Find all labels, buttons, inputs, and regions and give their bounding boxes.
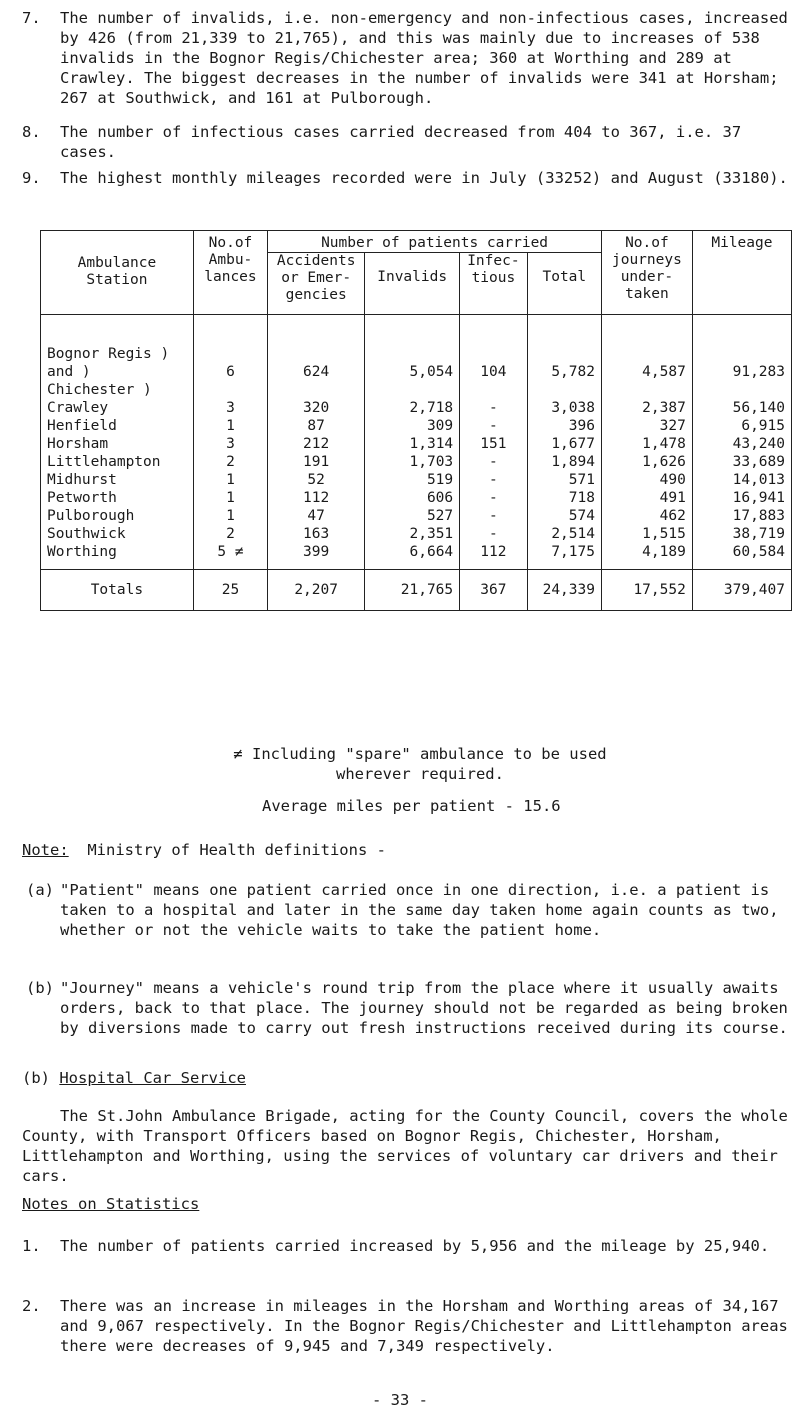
cell-infectious: 104: [460, 315, 528, 400]
cell-journeys: 1,626: [601, 453, 692, 471]
cell-accidents: 52: [268, 471, 365, 489]
cell-mileage: 379,407: [692, 570, 791, 611]
header-ambulances: No.of Ambu- lances: [193, 231, 267, 305]
table-row-bognor: [41, 315, 792, 400]
notes-heading: Notes on Statistics: [22, 1195, 200, 1213]
cell-ambulances: 6: [193, 315, 267, 400]
cell-total: 1,677: [527, 435, 601, 453]
note-number: 2.: [22, 1297, 41, 1315]
cell-station: Crawley: [41, 399, 194, 417]
cell-accidents: 163: [268, 525, 365, 543]
cell-journeys: 1,515: [601, 525, 692, 543]
cell-total: 5,782: [527, 315, 601, 400]
cell-accidents: 212: [268, 435, 365, 453]
cell-accidents: 112: [268, 489, 365, 507]
cell-ambulances: 2: [193, 453, 267, 471]
ambulance-table-wrapper: [40, 230, 792, 611]
cell-accidents: 87: [268, 417, 365, 435]
hospital-car-text: The St.John Ambulance Brigade, acting for the County Council, covers the whole County, with Transport Officers based on Bognor Regis, Chichester, Horsham, Littlehampton and Worthing, using the services of voluntary car drivers and their cars.: [22, 1107, 788, 1185]
cell-journeys: 2,387: [601, 399, 692, 417]
cell-ambulances: 25: [193, 570, 267, 611]
cell-accidents: 47: [268, 507, 365, 525]
cell-invalids: 21,765: [365, 570, 460, 611]
cell-ambulances: 5 ≠: [193, 543, 267, 570]
cell-mileage: 33,689: [692, 453, 791, 471]
section-title: Hospital Car Service: [59, 1069, 246, 1087]
cell-infectious: 367: [460, 570, 528, 611]
cell-mileage: 14,013: [692, 471, 791, 489]
definition-text: "Patient" means one patient carried once in one direction, i.e. a patient is taken to a hospital and later in the same day taken home again counts as two, whether or not the vehicle waits to take the patient home.: [60, 881, 779, 939]
average-miles: Average miles per patient - 15.6: [262, 797, 561, 815]
cell-mileage: 91,283: [692, 315, 791, 400]
cell-journeys: 1,478: [601, 435, 692, 453]
paragraph-number: 9.: [22, 169, 41, 187]
header-accidents: Accidents or Emer- gencies: [268, 253, 365, 305]
cell-invalids: 2,718: [365, 399, 460, 417]
cell-total: 396: [527, 417, 601, 435]
cell-mileage: 56,140: [692, 399, 791, 417]
cell-ambulances: 1: [193, 471, 267, 489]
cell-journeys: 491: [601, 489, 692, 507]
cell-infectious: -: [460, 525, 528, 543]
cell-mileage: 6,915: [692, 417, 791, 435]
cell-total: 1,894: [527, 453, 601, 471]
paragraph-text: The number of infectious cases carried decreased from 404 to 367, i.e. 37 cases.: [60, 123, 742, 161]
paragraph-text: The number of invalids, i.e. non-emergency and non-infectious cases, increased by 426 (from 21,339 to 21,765), and this was mainly due to increases of 538 invalids in the Bognor Regis/Chichester area; 360 at Worthing and 289 at Crawley. The biggest decreases in the number of invalids were 341 at Horsham; 267 at Southwick, and 161 at Pulborough.: [60, 9, 788, 107]
cell-infectious: -: [460, 417, 528, 435]
cell-ambulances: 1: [193, 507, 267, 525]
note-heading: [22, 840, 386, 860]
cell-station: Midhurst: [41, 471, 194, 489]
cell-totals-label: Totals: [41, 570, 194, 611]
hospital-car-heading: [22, 1068, 246, 1088]
cell-invalids: 5,054: [365, 315, 460, 400]
cell-station: Pulborough: [41, 507, 194, 525]
cell-invalids: 1,703: [365, 453, 460, 471]
cell-station: Littlehampton: [41, 453, 194, 471]
cell-infectious: -: [460, 489, 528, 507]
table-row: [41, 489, 792, 507]
cell-invalids: 6,664: [365, 543, 460, 570]
cell-invalids: 1,314: [365, 435, 460, 453]
cell-infectious: 151: [460, 435, 528, 453]
cell-accidents: 624: [268, 315, 365, 400]
cell-infectious: -: [460, 399, 528, 417]
cell-accidents: 2,207: [268, 570, 365, 611]
cell-invalids: 519: [365, 471, 460, 489]
header-journeys: No.of journeys under- taken: [601, 231, 692, 305]
cell-invalids: 2,351: [365, 525, 460, 543]
cell-station: Horsham: [41, 435, 194, 453]
cell-journeys: 4,587: [601, 315, 692, 400]
cell-station: Southwick: [41, 525, 194, 543]
cell-mileage: 16,941: [692, 489, 791, 507]
section-label: (b): [22, 1069, 50, 1087]
cell-ambulances: 1: [193, 417, 267, 435]
table-row: [41, 453, 792, 471]
table-row: [41, 471, 792, 489]
table-row: [41, 525, 792, 543]
header-infectious: Infec- tious: [460, 253, 528, 305]
header-mileage: Mileage: [692, 231, 791, 305]
cell-total: 7,175: [527, 543, 601, 570]
cell-infectious: -: [460, 471, 528, 489]
table-footnote: ≠ Including "spare" ambulance to be used wherever required.: [233, 745, 607, 783]
cell-total: 718: [527, 489, 601, 507]
cell-journeys: 462: [601, 507, 692, 525]
definition-text: "Journey" means a vehicle's round trip from the place where it usually awaits orders, back to that place. The journey should not be regarded as being broken by diversions made to carry out fresh instructions received during its course.: [60, 979, 788, 1037]
header-station: Ambulance Station: [41, 231, 194, 305]
cell-station: Worthing: [41, 543, 194, 570]
cell-accidents: 399: [268, 543, 365, 570]
note-title: Ministry of Health definitions -: [87, 841, 386, 859]
cell-invalids: 606: [365, 489, 460, 507]
cell-mileage: 17,883: [692, 507, 791, 525]
cell-total: 574: [527, 507, 601, 525]
cell-ambulances: 1: [193, 489, 267, 507]
cell-mileage: 38,719: [692, 525, 791, 543]
table-row: [41, 399, 792, 417]
ambulance-statistics-table: [40, 230, 792, 611]
table-row: [41, 507, 792, 525]
note-text: There was an increase in mileages in the Horsham and Worthing areas of 34,167 and 9,067 respectively. In the Bognor Regis/Chichester and Littlehampton areas there were decreases of 9,945 and 7,349 respectively.: [60, 1297, 788, 1355]
note-number: 1.: [22, 1237, 41, 1255]
cell-station: Henfield: [41, 417, 194, 435]
table-totals-row: [41, 570, 792, 611]
cell-infectious: -: [460, 453, 528, 471]
note-label: Note:: [22, 841, 69, 859]
cell-total: 571: [527, 471, 601, 489]
paragraph-text: The highest monthly mileages recorded were in July (33252) and August (33180).: [60, 169, 788, 187]
table-row: [41, 417, 792, 435]
note-text: The number of patients carried increased by 5,956 and the mileage by 25,940.: [60, 1237, 770, 1255]
cell-total: 2,514: [527, 525, 601, 543]
cell-infectious: 112: [460, 543, 528, 570]
cell-accidents: 320: [268, 399, 365, 417]
cell-total: 24,339: [527, 570, 601, 611]
cell-ambulances: 3: [193, 399, 267, 417]
cell-invalids: 309: [365, 417, 460, 435]
cell-journeys: 4,189: [601, 543, 692, 570]
definition-label: (a): [26, 881, 54, 899]
cell-mileage: 60,584: [692, 543, 791, 570]
header-patients-carried: Number of patients carried: [268, 231, 602, 253]
cell-ambulances: 2: [193, 525, 267, 543]
cell-ambulances: 3: [193, 435, 267, 453]
cell-infectious: -: [460, 507, 528, 525]
cell-accidents: 191: [268, 453, 365, 471]
cell-invalids: 527: [365, 507, 460, 525]
cell-total: 3,038: [527, 399, 601, 417]
table-row: [41, 435, 792, 453]
cell-mileage: 43,240: [692, 435, 791, 453]
cell-journeys: 327: [601, 417, 692, 435]
paragraph-number: 8.: [22, 123, 41, 141]
cell-station: Bognor Regis ) and ) Chichester ): [41, 315, 194, 400]
cell-journeys: 490: [601, 471, 692, 489]
paragraph-number: 7.: [22, 9, 41, 27]
table-row: [41, 543, 792, 570]
page-number: - 33 -: [372, 1391, 428, 1409]
cell-journeys: 17,552: [601, 570, 692, 611]
header-total: Total: [527, 253, 601, 305]
header-invalids: Invalids: [365, 253, 460, 305]
cell-station: Petworth: [41, 489, 194, 507]
definition-label: (b): [26, 979, 54, 997]
